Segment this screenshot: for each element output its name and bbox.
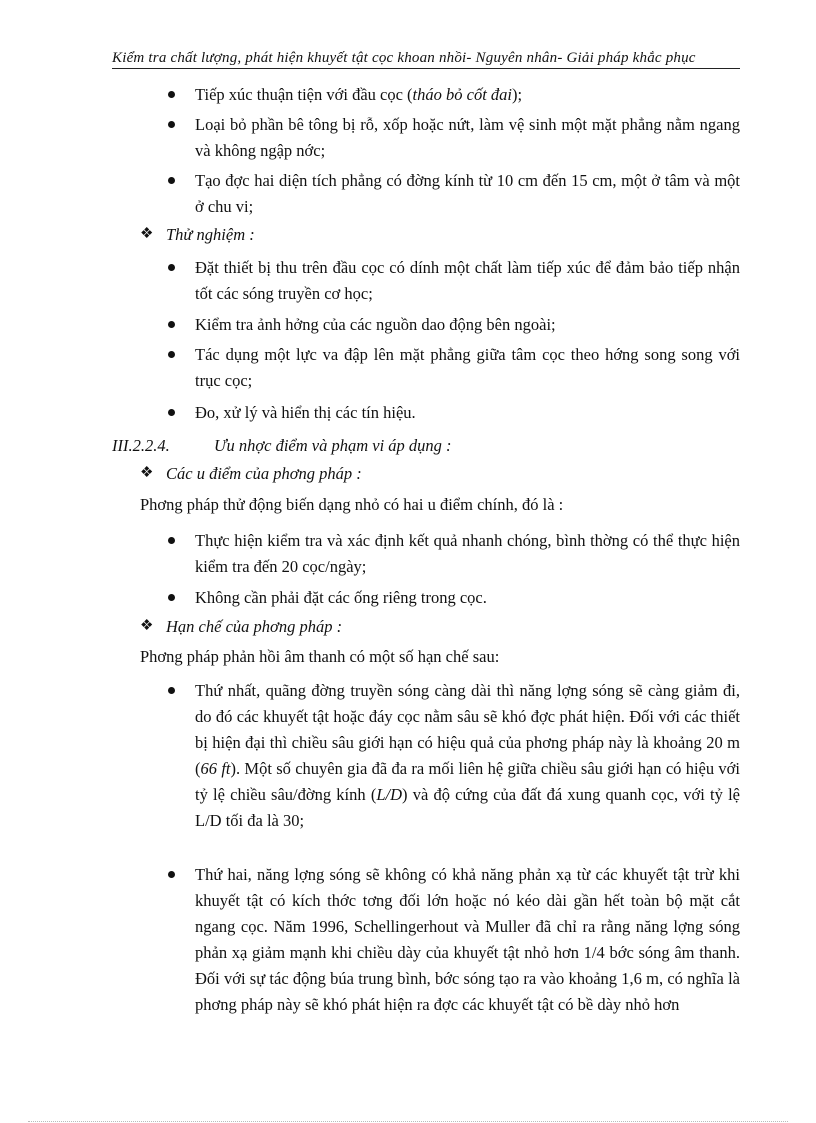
- diamond-icon: ❖: [140, 226, 154, 242]
- list-item: Tiếp xúc thuận tiện với đầu cọc (tháo bỏ cốt đai);: [168, 82, 740, 108]
- diamond-icon: ❖: [140, 618, 154, 634]
- list-item: Không cần phải đặt các ống riêng trong cọc.: [168, 585, 740, 611]
- testing-heading: Thử nghiệm :: [166, 225, 255, 244]
- limitations-heading: Hạn chế của phơng pháp :: [166, 617, 343, 636]
- list-item: Đặt thiết bị thu trên đầu cọc có dính một chất làm tiếp xúc để đảm bảo tiếp nhận tốt các sóng truyền cơ học;: [168, 255, 740, 307]
- bullet-icon: [168, 351, 175, 358]
- list-item: Thứ hai, năng lợng sóng sẽ không có khả năng phản xạ từ các khuyết tật trừ khi khuyết tật có kích thớc tơng đối lớn hoặc nó kéo dài gần hết toàn bộ mặt cắt ngang cọc. Năm 1996, Schellingerhout và Muller đã chỉ ra rằng năng lợng sóng phản xạ giảm mạnh khi chiều dày của khuyết tật nhỏ hơn 1/4 bớc sóng âm thanh. Đối với sự tác động búa trung bình, bớc sóng tạo ra vào khoảng 1,6 m, có nghĩa là phơng pháp này sẽ khó phát hiện ra đợc các khuyết tật có bề dày nhỏ hơn: [168, 862, 740, 1018]
- page-header: Kiểm tra chất lượng, phát hiện khuyết tật cọc khoan nhồi- Nguyên nhân- Giải pháp khắc phục: [112, 50, 740, 69]
- bullet-icon: [168, 537, 175, 544]
- bullet-icon: [168, 91, 175, 98]
- bullet-icon: [168, 871, 175, 878]
- advantages-heading: Các u điểm của phơng pháp :: [166, 464, 362, 483]
- section-number: III.2.2.4.: [112, 436, 170, 455]
- bullet-icon: [168, 687, 175, 694]
- bullet-icon: [168, 594, 175, 601]
- limitations-intro: Phơng pháp phản hồi âm thanh có một số hạn chế sau:: [140, 647, 500, 666]
- bullet-icon: [168, 177, 175, 184]
- list-item: Loại bỏ phần bê tông bị rỗ, xốp hoặc nứt, làm vệ sinh một mặt phẳng nằm ngang và không ngập nớc;: [168, 112, 740, 164]
- list-item: Thực hiện kiểm tra và xác định kết quả nhanh chóng, bình thờng có thể thực hiện kiểm tra đến 20 cọc/ngày;: [168, 528, 740, 580]
- bullet-icon: [168, 321, 175, 328]
- section-title: Ưu nhợc điểm và phạm vi áp dụng :: [214, 436, 452, 455]
- bullet-icon: [168, 264, 175, 271]
- page-bottom-border: [28, 1121, 788, 1122]
- list-item: Đo, xử lý và hiển thị các tín hiệu.: [168, 400, 740, 426]
- diamond-icon: ❖: [140, 465, 154, 481]
- list-item: Tác dụng một lực va đập lên mặt phẳng giữa tâm cọc theo hớng song song với trục cọc;: [168, 342, 740, 394]
- bullet-icon: [168, 121, 175, 128]
- list-item: Kiểm tra ảnh hởng của các nguồn dao động bên ngoài;: [168, 312, 740, 338]
- list-item: Tạo đợc hai diện tích phẳng có đờng kính từ 10 cm đến 15 cm, một ở tâm và một ở chu vi;: [168, 168, 740, 220]
- list-item: Thứ nhất, quãng đờng truyền sóng càng dài thì năng lợng sóng sẽ càng giảm đi, do đó các khuyết tật hoặc đáy cọc nằm sâu sẽ khó đợc phát hiện. Đối với các thiết bị hiện đại thì chiều sâu giới hạn có hiệu quả của phơng pháp này là khoảng 20 m (66 ft). Một số chuyên gia đã đa ra mối liên hệ giữa chiều sâu giới hạn có hiệu với tỷ lệ chiều sâu/đờng kính (L/D) và độ cứng của đất đá xung quanh cọc, với tỷ lệ L/D tối đa là 30;: [168, 678, 740, 834]
- bullet-icon: [168, 409, 175, 416]
- advantages-intro: Phơng pháp thử động biến dạng nhỏ có hai u điểm chính, đó là :: [140, 495, 564, 514]
